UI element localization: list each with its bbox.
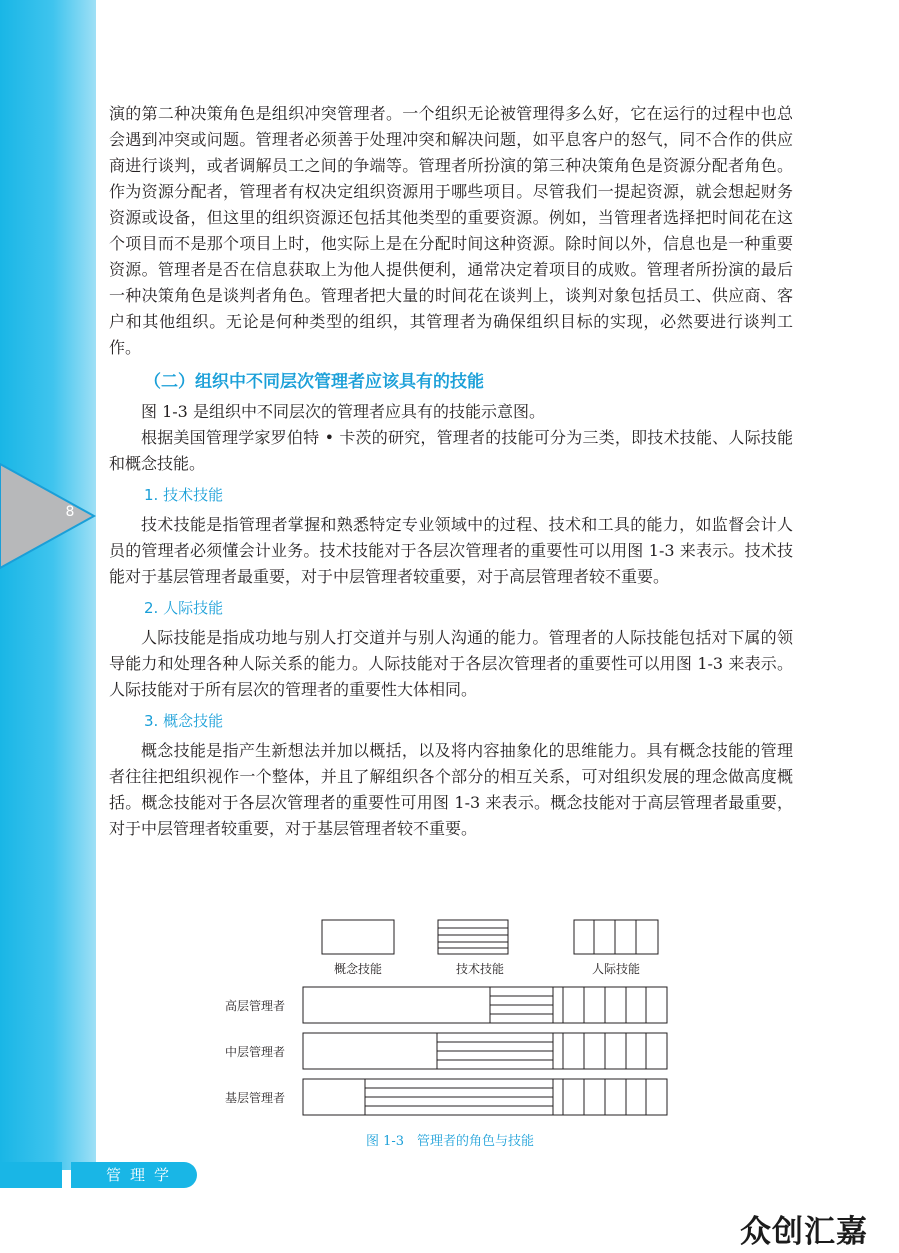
footer-book-title: 管理学 xyxy=(106,1166,179,1184)
row-label-middle: 中层管理者 xyxy=(225,1045,286,1059)
paragraph-katz: 根据美国管理学家罗伯特 • 卡茨的研究，管理者的技能可分为三类，即技术技能、人际技能和概念技能。 xyxy=(109,428,793,473)
row-bar-middle xyxy=(303,1033,667,1069)
legend-interpersonal-label: 人际技能 xyxy=(591,962,641,976)
section-title: （二）组织中不同层次管理者应该具有的技能 xyxy=(144,372,484,392)
footer-bar-left xyxy=(0,1162,62,1188)
sidebar-band xyxy=(0,0,96,1170)
row-label-top: 高层管理者 xyxy=(225,999,286,1013)
skills-figure xyxy=(225,915,675,1155)
row-bar-top xyxy=(303,987,667,1023)
legend-conceptual-label: 概念技能 xyxy=(333,962,383,976)
paragraph-figure-reference: 图 1-3 是组织中不同层次的管理者应具有的技能示意图。 xyxy=(141,402,545,421)
paragraph-interpersonal: 人际技能是指成功地与别人打交道并与别人沟通的能力。管理者的人际技能包括对下属的领导能力和处理各种人际关系的能力。人际技能对于各层次管理者的重要性可以用图 1-3 来表示。人际技能对于所有层次的管理者的重要性大体相同。 xyxy=(109,628,793,699)
page-number: 8 xyxy=(65,504,75,520)
row-bar-bottom xyxy=(303,1079,667,1115)
legend-conceptual-swatch xyxy=(322,920,394,954)
row-label-bottom: 基层管理者 xyxy=(225,1091,286,1105)
subsection-conceptual-title: 3. 概念技能 xyxy=(144,712,224,730)
legend-technical-label: 技术技能 xyxy=(455,962,505,976)
page-tab-arrow xyxy=(0,456,100,576)
subsection-interpersonal-title: 2. 人际技能 xyxy=(144,599,224,617)
subsection-technical-title: 1. 技术技能 xyxy=(144,486,224,504)
paragraph-conceptual: 概念技能是指产生新想法并加以概括，以及将内容抽象化的思维能力。具有概念技能的管理者往往把组织视作一个整体，并且了解组织各个部分的相互关系，可对组织发展的理念做高度概括。概念技能对于各层次管理者的重要性可用图 1-3 来表示。概念技能对于高层管理者最重要，对于中层管理者较重要，对于基层管理者较不重要。 xyxy=(109,741,793,838)
paragraph-intro: 演的第二种决策角色是组织冲突管理者。一个组织无论被管理得多么好，它在运行的过程中也总会遇到冲突或问题。管理者必须善于处理冲突和解决问题，如平息客户的怒气，同不合作的供应商进行谈判，或者调解员工之间的争端等。管理者所扮演的第三种决策角色是资源分配者角色。作为资源分配者，管理者有权决定组织资源用于哪些项目。尽管我们一提起资源，就会想起财务资源或设备，但这里的组织资源还包括其他类型的重要资源。例如，当管理者选择把时间花在这个项目而不是那个项目上时，他实际上是在分配时间这种资源。除时间以外，信息也是一种重要资源。管理者是否在信息获取上为他人提供便利，通常决定着项目的成败。管理者所扮演的最后一种决策角色是谈判者角色。管理者把大量的时间花在谈判上，谈判对象包括员工、供应商、客户和其他组织。无论是何种类型的组织，其管理者为确保组织目标的实现，必然要进行谈判工作。 xyxy=(109,104,793,357)
main-content xyxy=(109,101,793,842)
legend-interpersonal-swatch xyxy=(574,920,658,954)
paragraph-technical: 技术技能是指管理者掌握和熟悉特定专业领域中的过程、技术和工具的能力，如监督会计人员的管理者必须懂会计业务。技术技能对于各层次管理者的重要性可以用图 1-3 来表示。技术技能对于基层管理者最重要，对于中层管理者较重要，对于高层管理者较不重要。 xyxy=(109,515,793,586)
legend-technical-swatch xyxy=(438,920,508,954)
figure-caption: 图 1-3 管理者的角色与技能 xyxy=(365,1134,535,1149)
skills-diagram xyxy=(225,915,675,1125)
watermark-logo: 众创汇嘉 xyxy=(740,1214,868,1250)
